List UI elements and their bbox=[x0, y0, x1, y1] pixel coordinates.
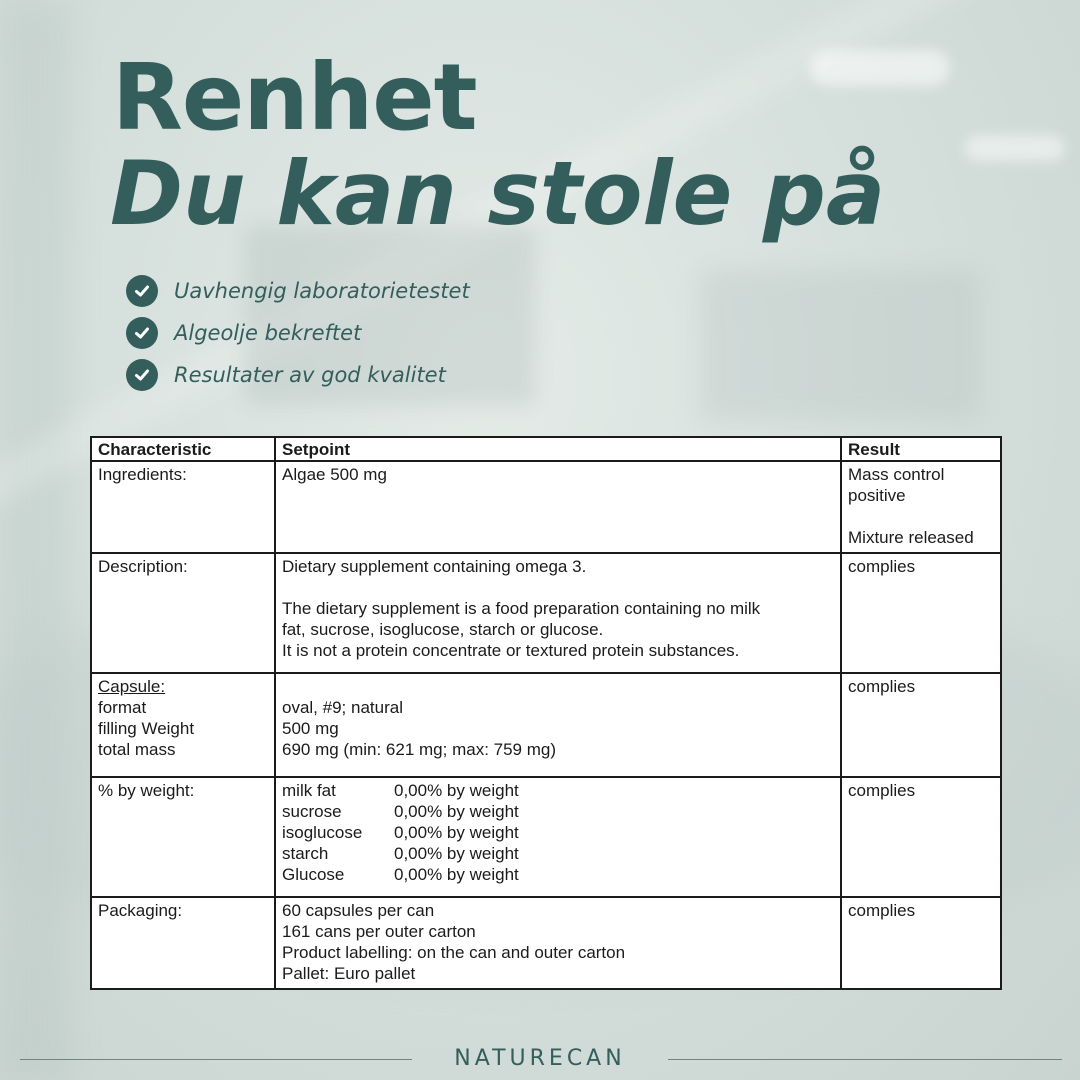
checklist-item-label: Uavhengig laboratorietestet bbox=[174, 279, 470, 303]
cell-text: 690 mg (min: 621 mg; max: 759 mg) bbox=[282, 740, 557, 759]
brand-logo: NATURECAN bbox=[454, 1046, 626, 1071]
characteristic-cell bbox=[91, 461, 275, 553]
column-header-characteristic: Characteristic bbox=[91, 437, 275, 461]
cell-text: Pallet: Euro pallet bbox=[282, 964, 416, 983]
column-header-result: Result bbox=[841, 437, 1001, 461]
characteristic-cell bbox=[91, 897, 275, 989]
table-row-description bbox=[91, 553, 1001, 673]
table-row-weight bbox=[91, 777, 1001, 897]
weight-name: starch bbox=[282, 844, 329, 863]
cell-text: Dietary supplement containing omega 3. bbox=[282, 557, 587, 576]
weight-row bbox=[282, 801, 834, 822]
page-subtitle: Du kan stole på bbox=[110, 142, 886, 245]
weight-row bbox=[282, 843, 834, 864]
background-shape bbox=[965, 135, 1065, 161]
cell-text: The dietary supplement is a food preparation containing no milk bbox=[282, 599, 761, 618]
setpoint-cell bbox=[275, 673, 841, 777]
cell-text: total mass bbox=[98, 740, 176, 759]
cell-text: complies bbox=[848, 781, 916, 800]
weight-name: sucrose bbox=[282, 802, 342, 821]
page-title: Renhet bbox=[112, 44, 477, 151]
background-shape bbox=[810, 50, 950, 86]
weight-value: 0,00% by weight bbox=[394, 823, 519, 842]
characteristic-cell bbox=[91, 553, 275, 673]
cell-text: It is not a protein concentrate or textured protein substances. bbox=[282, 641, 740, 660]
cell-text: complies bbox=[848, 677, 916, 696]
setpoint-cell bbox=[275, 777, 841, 897]
weight-row bbox=[282, 864, 834, 885]
weight-row bbox=[282, 822, 834, 843]
weight-name: isoglucose bbox=[282, 823, 363, 842]
weight-value: 0,00% by weight bbox=[394, 865, 519, 884]
table-row-ingredients bbox=[91, 461, 1001, 553]
check-circle-icon bbox=[126, 317, 158, 349]
weight-value: 0,00% by weight bbox=[394, 781, 519, 800]
setpoint-cell bbox=[275, 553, 841, 673]
result-cell bbox=[841, 553, 1001, 673]
cell-text: 500 mg bbox=[282, 719, 339, 738]
cell-text: oval, #9; natural bbox=[282, 698, 403, 717]
setpoint-cell bbox=[275, 461, 841, 553]
cell-text: format bbox=[98, 698, 147, 717]
result-cell bbox=[841, 461, 1001, 553]
cell-text: Description: bbox=[98, 557, 188, 576]
cell-spacer bbox=[282, 577, 834, 598]
cell-text: Mass control bbox=[848, 465, 945, 484]
table-row-packaging bbox=[91, 897, 1001, 989]
feature-checklist bbox=[126, 270, 470, 396]
cell-text: fat, sucrose, isoglucose, starch or glucose. bbox=[282, 620, 604, 639]
cell-text: % by weight: bbox=[98, 781, 195, 800]
result-cell bbox=[841, 777, 1001, 897]
cell-text: positive bbox=[848, 486, 906, 505]
footer-divider bbox=[668, 1059, 1062, 1060]
footer-divider bbox=[20, 1059, 412, 1060]
checklist-item bbox=[126, 354, 470, 396]
checklist-item-label: Resultater av god kvalitet bbox=[174, 363, 446, 387]
cell-text: Algae 500 mg bbox=[282, 465, 387, 484]
checklist-item bbox=[126, 312, 470, 354]
check-circle-icon bbox=[126, 359, 158, 391]
weight-name: milk fat bbox=[282, 781, 336, 800]
cell-text: Mixture released bbox=[848, 528, 974, 547]
cell-spacer bbox=[282, 676, 834, 697]
cell-text: 161 cans per outer carton bbox=[282, 922, 476, 941]
table-header-row bbox=[91, 437, 1001, 461]
setpoint-cell bbox=[275, 897, 841, 989]
weight-value: 0,00% by weight bbox=[394, 844, 519, 863]
cell-text: complies bbox=[848, 557, 916, 576]
cell-text: Packaging: bbox=[98, 901, 183, 920]
checklist-item bbox=[126, 270, 470, 312]
characteristic-cell bbox=[91, 673, 275, 777]
characteristic-cell bbox=[91, 777, 275, 897]
weight-row bbox=[282, 780, 834, 801]
cell-text: Product labelling: on the can and outer carton bbox=[282, 943, 626, 962]
result-cell bbox=[841, 897, 1001, 989]
cell-text: filling Weight bbox=[98, 719, 195, 738]
cell-text: 60 capsules per can bbox=[282, 901, 435, 920]
check-circle-icon bbox=[126, 275, 158, 307]
checklist-item-label: Algeolje bekreftet bbox=[174, 321, 362, 345]
background-shape bbox=[700, 270, 980, 420]
cell-text: complies bbox=[848, 901, 916, 920]
cell-text: Ingredients: bbox=[98, 465, 187, 484]
result-cell bbox=[841, 673, 1001, 777]
table-row-capsule bbox=[91, 673, 1001, 777]
cell-spacer bbox=[848, 506, 994, 527]
weight-value: 0,00% by weight bbox=[394, 802, 519, 821]
background-shape bbox=[0, 0, 70, 1080]
specification-table bbox=[90, 436, 1002, 990]
cell-text: Capsule: bbox=[98, 677, 166, 696]
weight-name: Glucose bbox=[282, 865, 345, 884]
column-header-setpoint: Setpoint bbox=[275, 437, 841, 461]
